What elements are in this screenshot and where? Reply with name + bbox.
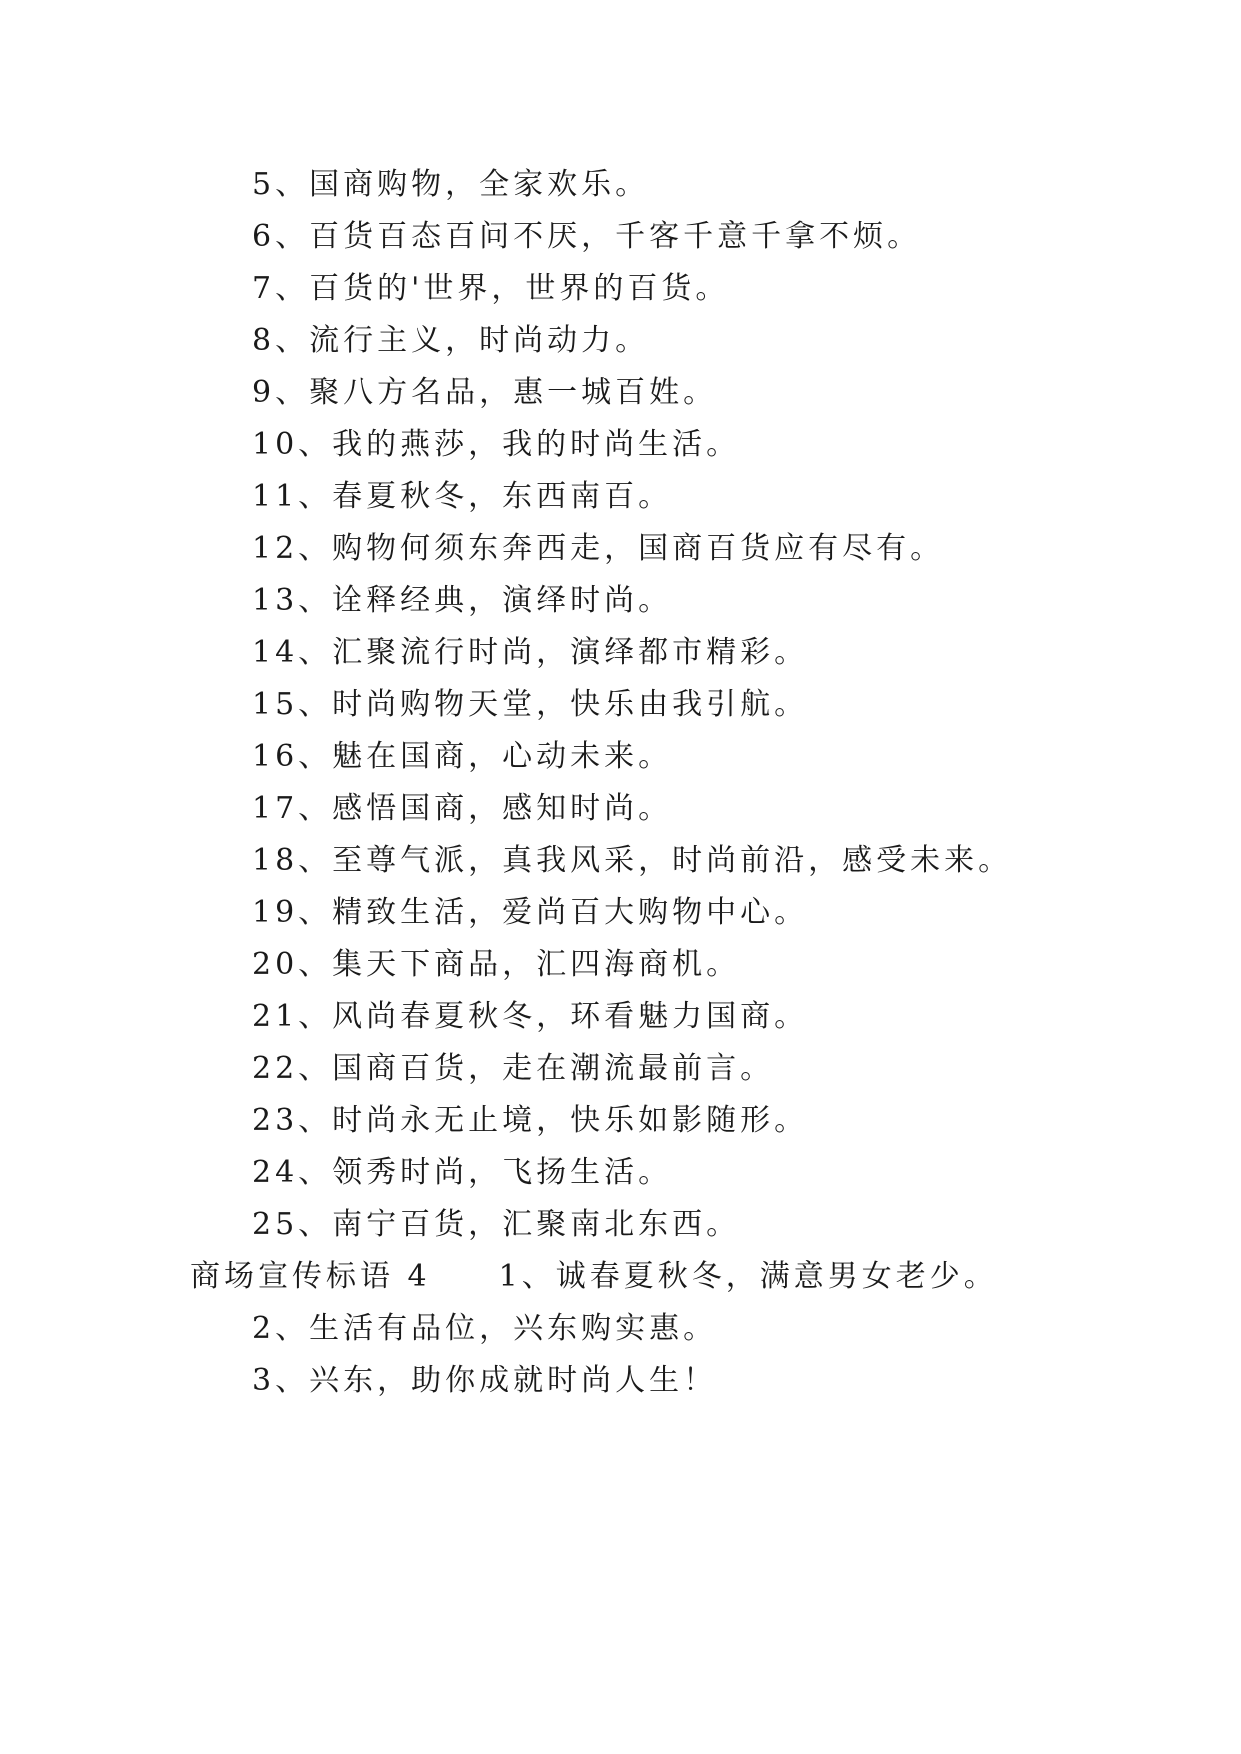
text-line: 5、国商购物，全家欢乐。 — [252, 167, 650, 202]
text-line: 16、魅在国商，心动未来。 — [252, 739, 673, 774]
text-line: 2、生活有品位，兴东购实惠。 — [252, 1311, 718, 1346]
text-line: 19、精致生活，爱尚百大购物中心。 — [252, 895, 809, 930]
section-heading-line: 商场宣传标语 4 1、诚春夏秋冬，满意男女老少。 — [190, 1259, 998, 1294]
text-line: 9、聚八方名品，惠一城百姓。 — [252, 375, 718, 410]
text-line: 14、汇聚流行时尚，演绎都市精彩。 — [252, 635, 809, 670]
text-line: 17、感悟国商，感知时尚。 — [252, 791, 673, 826]
text-line: 3、兴东，助你成就时尚人生！ — [252, 1363, 718, 1398]
text-line: 25、南宁百货，汇聚南北东西。 — [252, 1207, 741, 1242]
text-line: 20、集天下商品，汇四海商机。 — [252, 947, 741, 982]
text-line: 21、风尚春夏秋冬，环看魅力国商。 — [252, 999, 809, 1034]
text-line: 6、百货百态百问不厌，千客千意千拿不烦。 — [252, 219, 922, 254]
text-line: 23、时尚永无止境，快乐如影随形。 — [252, 1103, 809, 1138]
text-line: 10、我的燕莎，我的时尚生活。 — [252, 427, 741, 462]
text-line: 7、百货的'世界，世界的百货。 — [252, 271, 730, 306]
text-line: 15、时尚购物天堂，快乐由我引航。 — [252, 687, 809, 722]
text-line: 13、诠释经典，演绎时尚。 — [252, 583, 673, 618]
text-line: 12、购物何须东奔西走，国商百货应有尽有。 — [252, 531, 945, 566]
text-line: 11、春夏秋冬，东西南百。 — [252, 479, 673, 514]
text-line: 24、领秀时尚，飞扬生活。 — [252, 1155, 673, 1190]
text-line: 18、至尊气派，真我风采，时尚前沿，感受未来。 — [252, 843, 1013, 878]
text-line: 8、流行主义，时尚动力。 — [252, 323, 650, 358]
text-line: 22、国商百货，走在潮流最前言。 — [252, 1051, 775, 1086]
